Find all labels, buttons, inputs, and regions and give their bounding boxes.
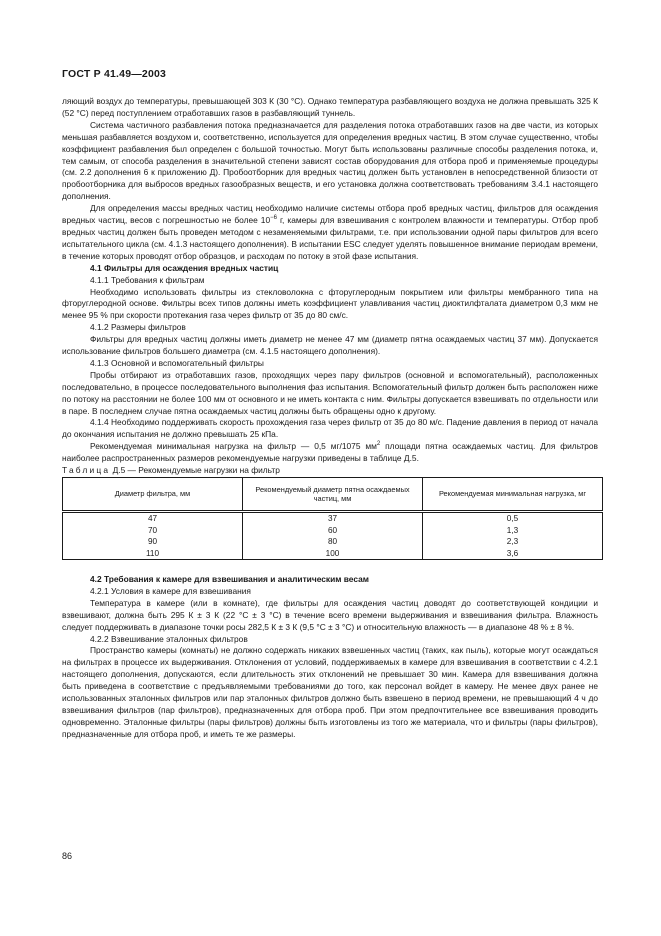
table-cell: 60 (243, 525, 423, 537)
table-cell: 90 (63, 536, 243, 548)
paragraph-text: г, камеры для взвешивания с контролем влажности и температуры. Отбор проб вредных частиц должен быть проведен методом с незаменяемыми фильтрами, т.е. при использовании одной пары фильтров для всего испытательного цикла (см. 4.1.3 настоящего дополнения). В испытании ESC следует уделять повышенное внимание периодам времени, в течение которых проводят отбор образцов, и расходам по потоку в этой фазе испытания. (62, 215, 599, 261)
table-cell: 70 (63, 525, 243, 537)
paragraph: 4.2.2 Взвешивание эталонных фильтров (90, 633, 248, 644)
table-caption-text: Д.5 — Рекомендуемые нагрузки на фильтр (110, 465, 280, 476)
paragraph: 4.1.1 Требования к фильтрам (90, 274, 205, 285)
paragraph: 4.1.2 Размеры фильтров (90, 322, 186, 333)
table-cell: 37 (243, 512, 423, 525)
table-caption-prefix: Таблица (62, 465, 111, 476)
superscript: 2 (376, 441, 381, 448)
table-cell: 3,6 (423, 548, 603, 560)
paragraph: ляющий воздух до температуры, превышающей 303 К (30 °С). Однако температура разбавляющего воздуха не должна превышать 325 К (52 °С) перед поступлением отработавших газов в разбавляющий туннель. (62, 96, 598, 118)
table-cell: 2,3 (423, 536, 603, 548)
document-body (62, 96, 598, 741)
paragraph: 4.2.1 Условия в камере для взвешивания (90, 585, 251, 596)
paragraph: Фильтры для вредных частиц должны иметь диаметр не менее 47 мм (диаметр пятна осаждаемых частиц 37 мм). Допускается использование фильтров большего диаметра (см. 4.1.5 настоящего дополнения). (62, 334, 598, 357)
table-row (63, 512, 603, 525)
paragraph: Пространство камеры (комнаты) не должно содержать никаких взвешенных частиц (таких, как пыль), которые могут осаждаться на фильтрах в процессе их выдерживания. Отклонения от условий, поддерживаемых в камере для взвешивания в соответствии с 4.2.1 настоящего дополнения, допускаются, если длительность этих отклонений не превышает 30 мин. Камера для взвешивания должна быть приведена в соответствие с предъявляемыми требованиями до того, как персонал войдет в камеру. Не менее двух ранее не использованных эталонных фильтров или пар эталонных фильтров должно быть взвешено в период времени, не превышающий 4 ч до взвешивания фильтров (пар фильтров), предназначенных для отбора проб. При этом предпочтительнее все взвешивания проводить одновременно. Эталонные фильтры (пары фильтров) должны быть изготовлены из того же материала, что и фильтры (пары фильтров), предназначенные для отбора проб, и иметь те же размеры. (62, 645, 598, 739)
paragraph-text: Для определения массы вредных частиц необходимо наличие системы отбора проб вредных частиц, фильтров для осаждения вредных частиц, весов с погрешностью не более 10 (62, 203, 598, 226)
table-cell: 110 (63, 548, 243, 560)
page-header: ГОСТ Р 41.49—2003 (62, 68, 167, 80)
paragraph: Система частичного разбавления потока предназначается для разделения потока отработавших газов на две части, из которых меньшая разбавляется воздухом и, соответственно, используется для определения вредных частиц. В этом случае существенно, чтобы коэффициент разбавления был определен с большой точностью. Могут быть использованы различные способы разделения потока, и, тем самым, от способа разделения в значительной степени зависят состав оборудования для отбора проб и применяемые процедуры (см. 2.2 дополнения 6 к приложению Д). Пробоотборник для вредных частиц должен быть установлен в непосредственной близости от пробоотборника для выбросов вредных газообразных веществ, и его установка должна соответствовать требованиям 3.4.1 настоящего дополнения. (62, 119, 598, 202)
table-header-row (63, 478, 603, 512)
table-cell: 1,3 (423, 525, 603, 537)
table-header-cell: Рекомендуемая минимальная нагрузка, мг (423, 478, 603, 512)
paragraph (62, 203, 598, 263)
section-heading: 4.1 Фильтры для осаждения вредных частиц (90, 262, 279, 273)
table-cell: 100 (243, 548, 423, 560)
text-after-table (62, 574, 598, 741)
paragraph (62, 441, 598, 465)
paragraph: Пробы отбирают из отработавших газов, проходящих через пару фильтров (основной и вспомогательный), расположенных последовательно, в процессе последовательного выполнения фаз испытания. Вспомогательный фильтр должен быть расположен ниже по потоку на расстоянии не более 100 мм от основного и не иметь контакта с ним. Фильтры допускается взвешивать по отдельности или в паре. В последнем случае пятна осаждаемых частиц должны быть обращены одно к другому. (62, 369, 598, 416)
paragraph-text: площади пятна осаждаемых частиц. Для фильтров наиболее распространенных размеров рекомендуемые нагрузки приведены в таблице Д.5. (62, 441, 599, 464)
section-heading: 4.2 Требования к камере для взвешивания и аналитическим весам (90, 574, 369, 584)
text-before-table (62, 96, 598, 465)
table-row (63, 536, 603, 548)
table-cell: 0,5 (423, 512, 603, 525)
table-row (63, 525, 603, 537)
table-cell: 80 (243, 536, 423, 548)
table-cell: 47 (63, 512, 243, 525)
superscript: −6 (270, 215, 277, 222)
paragraph: 4.1.4 Необходимо поддерживать скорость прохождения газа через фильтр от 35 до 80 м/с. Падение давления в период от начала до окончания испытания не должно превышать 25 кПа. (62, 417, 598, 440)
table-header-cell: Диаметр фильтра, мм (63, 478, 243, 512)
table-caption (62, 465, 598, 477)
paragraph: 4.1.3 Основной и вспомогательный фильтры (90, 357, 264, 368)
paragraph-text: Рекомендуемая минимальная нагрузка на фильтр — 0,5 мг/1075 мм (90, 441, 377, 452)
paragraph: Необходимо использовать фильтры из стекловолокна с фторуглеродным покрытием или фильтры мембранного типа на фторуглеродной основе. Фильтры всех типов должны иметь коэффициент улавливания частиц диоктилфталата диаметром 0,3 мкм не менее 95 % при скорости протекания газа через фильтр от 35 до 80 см/с. (62, 286, 598, 321)
page-number: 86 (62, 851, 73, 861)
table-row (63, 548, 603, 560)
filter-load-table (62, 477, 603, 560)
paragraph: Температура в камере (или в комнате), где фильтры для осаждения частиц доводят до соответствующей кондиции и взвешивают, должна быть 295 К ± 3 К (22 °С ± 3 °С) в течение всего времени выдерживания и взвешивания фильтра. Влажность следует поддерживать в диапазоне точки росы 282,5 К ± 3 К (9,5 °С ± 3 °С) и относительную влажность — в диапазоне 48 % ± 8 %. (62, 597, 598, 632)
table-header-cell: Рекомендуемый диаметр пятна осаждаемых частиц, мм (243, 478, 423, 512)
